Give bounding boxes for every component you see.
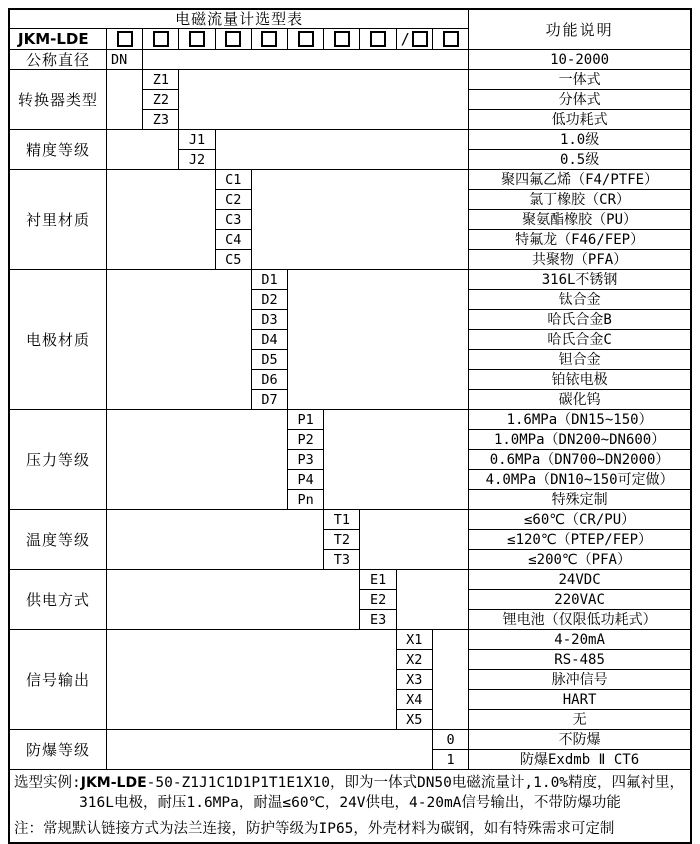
footnote: 注：常规默认链接方式为法兰连接，防护等级为IP65，外壳材料为碳钢，如有特殊需求可定制 xyxy=(14,821,615,837)
option-description: 哈氏合金B xyxy=(469,310,691,330)
category-label: 转换器类型 xyxy=(9,70,107,130)
title-row xyxy=(9,9,691,29)
option-description: 一体式 xyxy=(469,70,691,90)
spacer-cell xyxy=(107,730,433,770)
spacer-cell xyxy=(432,630,468,730)
category-label: 公称直径 xyxy=(9,50,107,70)
spacer-cell xyxy=(107,270,252,410)
footer xyxy=(9,770,691,844)
option-code: D1 xyxy=(251,270,287,290)
model-code-box-4[interactable] xyxy=(215,29,251,50)
checkbox-icon[interactable] xyxy=(370,31,386,47)
model-code-box-10[interactable] xyxy=(432,29,468,50)
option-description: 1.0级 xyxy=(469,130,691,150)
option-description: 特殊定制 xyxy=(469,490,691,510)
category-label: 电极材质 xyxy=(9,270,107,410)
checkbox-icon[interactable] xyxy=(412,31,428,47)
option-description: 特氟龙（F46/FEP） xyxy=(469,230,691,250)
option-description: 分体式 xyxy=(469,90,691,110)
option-description: HART xyxy=(469,690,691,710)
footer-row xyxy=(9,770,691,844)
option-code: 1 xyxy=(432,750,468,770)
category-label: 供电方式 xyxy=(9,570,107,630)
spacer-cell xyxy=(107,630,397,730)
spacer-cell xyxy=(288,270,469,410)
spacer-cell xyxy=(107,570,360,630)
category-label: 衬里材质 xyxy=(9,170,107,270)
option-description: ≤200℃（PFA） xyxy=(469,550,691,570)
option-code: 0 xyxy=(432,730,468,750)
spacer-cell xyxy=(107,130,179,170)
option-description: 10-2000 xyxy=(469,50,691,70)
option-description: 24VDC xyxy=(469,570,691,590)
option-code: E3 xyxy=(360,610,396,630)
selection-example-line1 xyxy=(10,770,690,793)
spacer-cell xyxy=(107,510,324,570)
model-code-box-5[interactable] xyxy=(251,29,287,50)
option-description: 哈氏合金C xyxy=(469,330,691,350)
option-description: 4-20mA xyxy=(469,630,691,650)
option-code: D5 xyxy=(251,350,287,370)
selection-example-line2: 316L电极，耐压1.6MPa，耐温≤60℃，24V供电，4-20mA信号输出，不带防爆功能 xyxy=(79,795,621,811)
table-row xyxy=(9,270,691,290)
option-description: 不防爆 xyxy=(469,730,691,750)
checkbox-icon[interactable] xyxy=(189,31,205,47)
table-row xyxy=(9,730,691,750)
checkbox-icon[interactable] xyxy=(298,31,314,47)
option-code: P1 xyxy=(288,410,324,430)
option-code: Pn xyxy=(288,490,324,510)
option-description: 氯丁橡胶（CR） xyxy=(469,190,691,210)
table-row xyxy=(9,50,691,70)
table-row xyxy=(9,70,691,90)
option-code: D2 xyxy=(251,290,287,310)
category-label: 压力等级 xyxy=(9,410,107,510)
option-description: 聚氨酯橡胶（PU） xyxy=(469,210,691,230)
option-code: C1 xyxy=(215,170,251,190)
table-title: 电磁流量计选型表 xyxy=(9,9,469,29)
checkbox-icon[interactable] xyxy=(225,31,241,47)
option-code: J1 xyxy=(179,130,215,150)
option-code: D3 xyxy=(251,310,287,330)
table-row xyxy=(9,510,691,530)
spacer-cell xyxy=(143,50,469,70)
option-code: D6 xyxy=(251,370,287,390)
option-description: 低功耗式 xyxy=(469,110,691,130)
table-row xyxy=(9,630,691,650)
option-code: X3 xyxy=(396,670,432,690)
category-label: 防爆等级 xyxy=(9,730,107,770)
spacer-cell xyxy=(179,70,469,130)
selection-table xyxy=(8,8,692,844)
option-code: D4 xyxy=(251,330,287,350)
table-row xyxy=(9,570,691,590)
option-code: D7 xyxy=(251,390,287,410)
spacer-cell xyxy=(107,170,216,270)
spacer-cell xyxy=(215,130,469,170)
option-code: P3 xyxy=(288,450,324,470)
checkbox-icon[interactable] xyxy=(334,31,350,47)
spacer-cell xyxy=(360,510,469,570)
option-description: 0.5级 xyxy=(469,150,691,170)
spacer-cell xyxy=(396,570,469,630)
option-code: E1 xyxy=(360,570,396,590)
option-code: P4 xyxy=(288,470,324,490)
option-description: 无 xyxy=(469,710,691,730)
option-description: 碳化钨 xyxy=(469,390,691,410)
option-description: 铂铱电极 xyxy=(469,370,691,390)
spacer-cell xyxy=(107,70,143,130)
option-description: ≤60℃（CR/PU） xyxy=(469,510,691,530)
model-prefix-label: JKM-LDE xyxy=(9,29,107,50)
slash-separator: / xyxy=(400,30,410,48)
option-description: 4.0MPa（DN10~150可定做） xyxy=(469,470,691,490)
model-code-box-8[interactable] xyxy=(360,29,396,50)
option-code: T1 xyxy=(324,510,360,530)
option-description: 钛合金 xyxy=(469,290,691,310)
category-label: 精度等级 xyxy=(9,130,107,170)
option-code: X1 xyxy=(396,630,432,650)
option-code: X4 xyxy=(396,690,432,710)
option-description: 220VAC xyxy=(469,590,691,610)
option-code: Z2 xyxy=(143,90,179,110)
example-rest: -50-Z1J1C1D1P1T1E1X10，即为一体式DN50电磁流量计,1.0%精度，四氟衬里， xyxy=(146,775,685,791)
category-label: 温度等级 xyxy=(9,510,107,570)
spacer-cell xyxy=(324,410,469,510)
option-description: 脉冲信号 xyxy=(469,670,691,690)
model-code-box-7[interactable] xyxy=(324,29,360,50)
checkbox-icon[interactable] xyxy=(117,31,133,47)
option-description: 锂电池（仅限低功耗式） xyxy=(469,610,691,630)
model-code-box-9[interactable] xyxy=(396,29,432,50)
table-row xyxy=(9,130,691,150)
option-code: DN xyxy=(107,50,143,70)
option-code: C5 xyxy=(215,250,251,270)
option-description: ≤120℃（PTEP/FEP） xyxy=(469,530,691,550)
option-code: T2 xyxy=(324,530,360,550)
option-description: 0.6MPa（DN700~DN2000） xyxy=(469,450,691,470)
option-description: 钽合金 xyxy=(469,350,691,370)
checkbox-icon[interactable] xyxy=(443,31,459,47)
option-description: 1.6MPa（DN15~150） xyxy=(469,410,691,430)
option-description: 防爆Exdmb Ⅱ CT6 xyxy=(469,750,691,770)
option-code: C3 xyxy=(215,210,251,230)
function-column-header: 功能说明 xyxy=(469,9,691,50)
model-code-box-1[interactable] xyxy=(107,29,143,50)
option-code: Z3 xyxy=(143,110,179,130)
model-code-box-6[interactable] xyxy=(288,29,324,50)
option-code: E2 xyxy=(360,590,396,610)
example-prefix: 选型实例: xyxy=(14,775,81,791)
option-description: 聚四氟乙烯（F4/PTFE） xyxy=(469,170,691,190)
example-model: JKM-LDE xyxy=(80,775,147,791)
option-code: T3 xyxy=(324,550,360,570)
option-code: P2 xyxy=(288,430,324,450)
model-code-box-2[interactable] xyxy=(143,29,179,50)
model-code-box-3[interactable] xyxy=(179,29,215,50)
checkbox-icon[interactable] xyxy=(261,31,277,47)
option-code: C2 xyxy=(215,190,251,210)
spacer-cell xyxy=(251,170,468,270)
option-description: 316L不锈钢 xyxy=(469,270,691,290)
option-description: RS-485 xyxy=(469,650,691,670)
checkbox-icon[interactable] xyxy=(153,31,169,47)
option-code: Z1 xyxy=(143,70,179,90)
option-description: 1.0MPa（DN200~DN600） xyxy=(469,430,691,450)
option-description: 共聚物（PFA） xyxy=(469,250,691,270)
table-row xyxy=(9,170,691,190)
spacer-cell xyxy=(107,410,288,510)
option-code: X5 xyxy=(396,710,432,730)
category-label: 信号输出 xyxy=(9,630,107,730)
option-code: J2 xyxy=(179,150,215,170)
table-row xyxy=(9,410,691,430)
option-code: X2 xyxy=(396,650,432,670)
option-code: C4 xyxy=(215,230,251,250)
